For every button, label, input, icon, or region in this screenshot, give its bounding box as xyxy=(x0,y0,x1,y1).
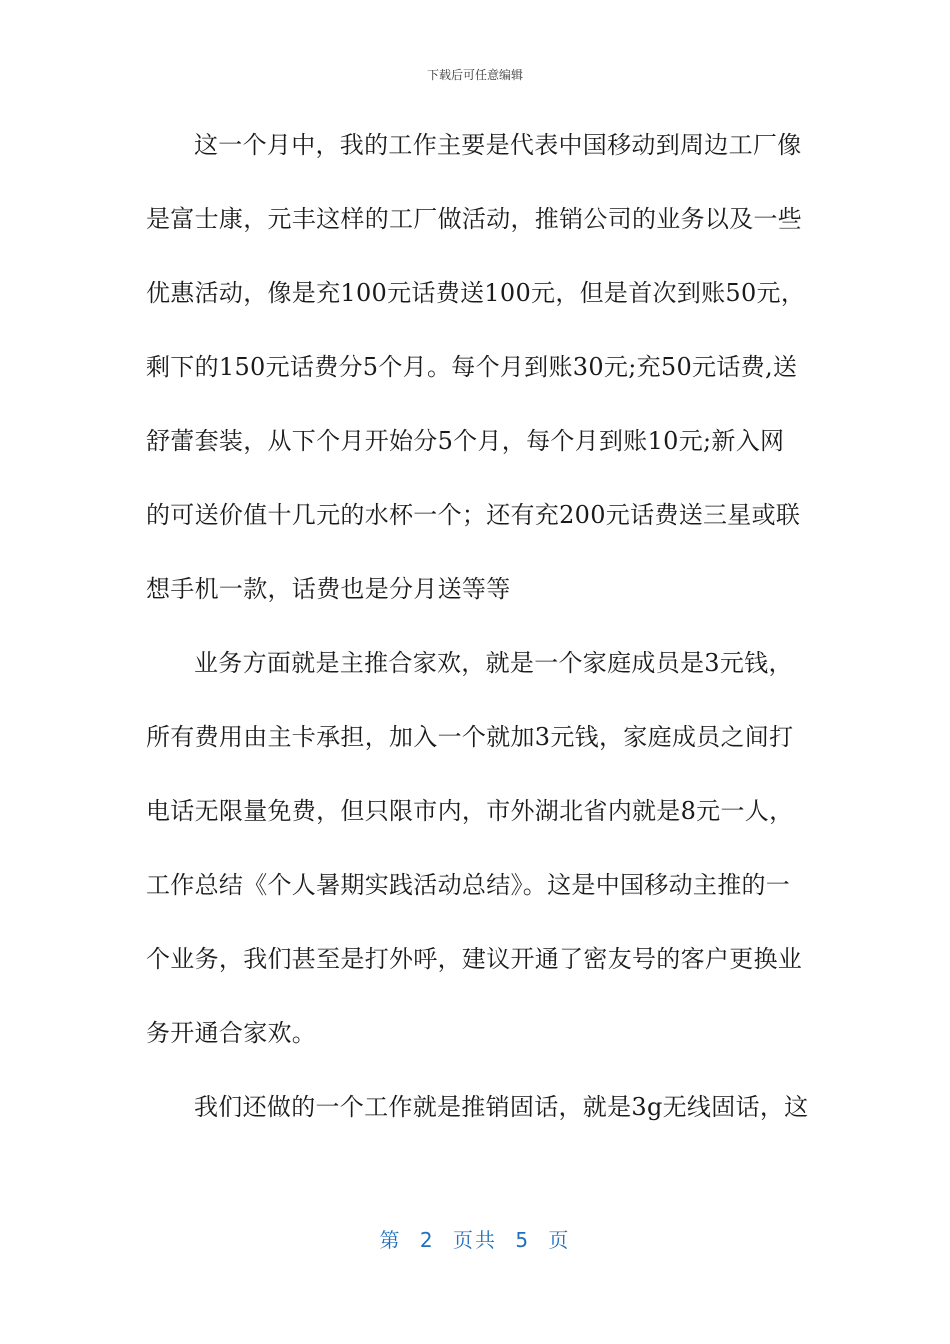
text-line: 工作总结《个人暑期实践活动总结》。这是中国移动主推的一 xyxy=(146,871,791,899)
text-line: 舒蕾套装，从下个月开始分5个月，每个月到账10元;新入网 xyxy=(146,427,785,455)
text-line: 我们还做的一个工作就是推销固话，就是3g无线固话，这 xyxy=(194,1093,809,1121)
text-line: 个业务，我们甚至是打外呼，建议开通了密友号的客户更换业 xyxy=(146,945,803,973)
text-line: 的可送价值十几元的水杯一个；还有充200元话费送三星或联 xyxy=(146,501,801,529)
header-note: 下载后可任意编辑 xyxy=(426,68,523,82)
text-line: 剩下的150元话费分5个月。每个月到账30元;充50元话费,送 xyxy=(146,353,798,381)
text-line: 务开通合家欢。 xyxy=(146,1019,317,1047)
text-line: 电话无限量免费，但只限市内，市外湖北省内就是8元一人， xyxy=(146,797,794,825)
text-line: 是富士康，元丰这样的工厂做活动，推销公司的业务以及一些 xyxy=(146,205,803,233)
text-line: 这一个月中，我的工作主要是代表中国移动到周边工厂像 xyxy=(194,131,802,159)
page-number-footer: 第 2 页共 5 页 xyxy=(379,1228,571,1252)
document-body xyxy=(146,118,809,1154)
text-line: 想手机一款，话费也是分月送等等 xyxy=(146,575,511,603)
text-line: 所有费用由主卡承担，加入一个就加3元钱，家庭成员之间打 xyxy=(146,723,794,751)
text-line: 业务方面就是主推合家欢，就是一个家庭成员是3元钱， xyxy=(194,649,793,677)
text-line: 优惠活动，像是充100元话费送100元，但是首次到账50元， xyxy=(146,279,806,307)
